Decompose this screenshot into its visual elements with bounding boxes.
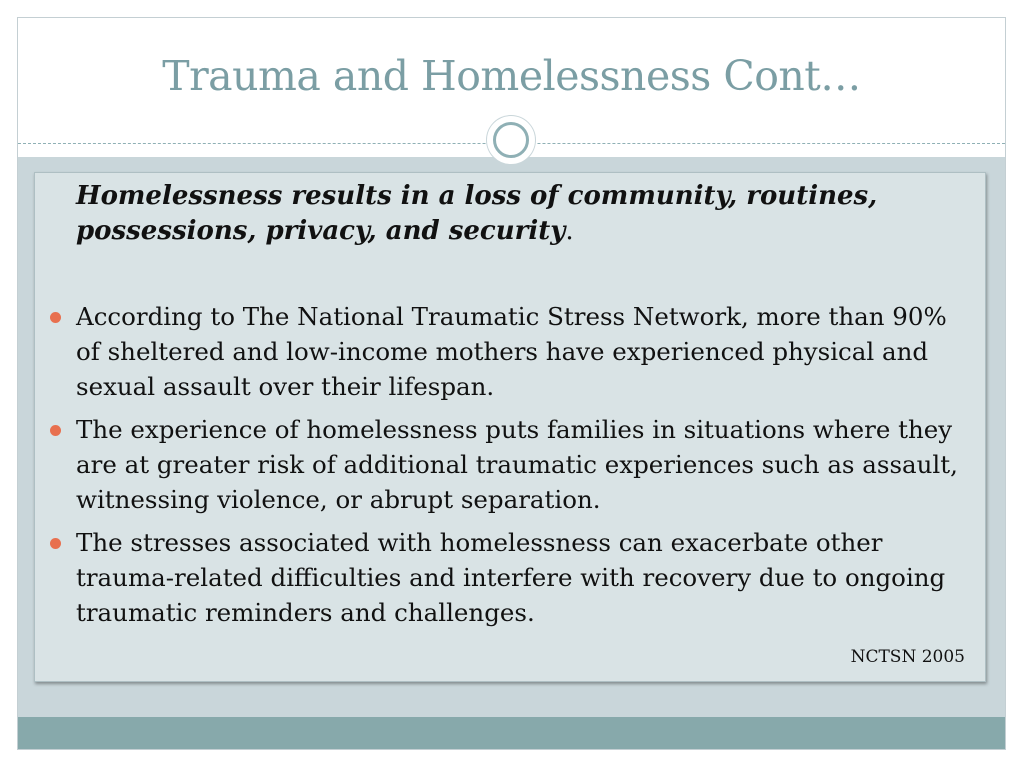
slide — [17, 17, 1006, 750]
bullet-list — [76, 299, 961, 638]
bullet-dot-icon — [50, 312, 61, 323]
slide-title: Trauma and Homelessness Cont… — [162, 52, 861, 100]
content-panel — [34, 172, 986, 682]
bullet-text: The experience of homelessness puts families in situations where they are at greater risk of additional traumatic experiences such as assault, witnessing violence, or abrupt separation. — [76, 415, 958, 514]
intro-suffix: . — [565, 216, 574, 246]
intro-statement — [76, 179, 936, 249]
bullet-item — [76, 525, 961, 630]
circle-ornament-ring — [493, 122, 529, 158]
bullet-text: According to The National Traumatic Stress Network, more than 90% of sheltered and low-income mothers have experienced physical and sexual assault over their lifespan. — [76, 302, 947, 401]
citation: NCTSN 2005 — [850, 647, 965, 667]
bullet-item — [76, 412, 961, 517]
footer-band — [18, 717, 1005, 750]
intro-emphasis: Homelessness results in a loss of community, routines, possessions, privacy, and security — [76, 181, 878, 246]
bullet-dot-icon — [50, 425, 61, 436]
bullet-item — [76, 299, 961, 404]
bullet-dot-icon — [50, 538, 61, 549]
circle-ornament-icon — [487, 116, 535, 164]
bullet-text: The stresses associated with homelessness can exacerbate other trauma-related difficulties and interfere with recovery due to ongoing traumatic reminders and challenges. — [76, 528, 946, 627]
